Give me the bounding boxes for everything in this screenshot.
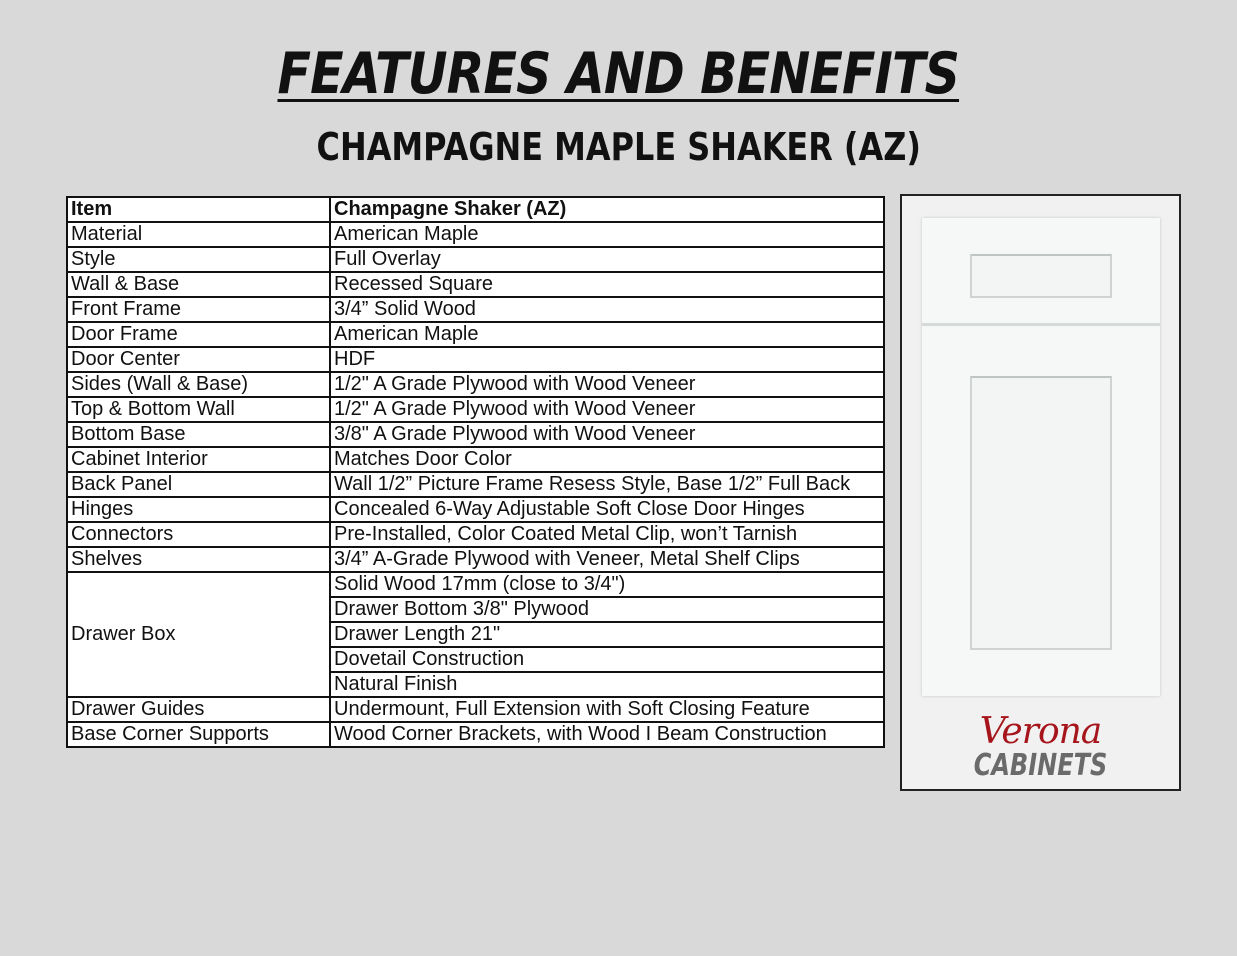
table-row <box>67 572 884 597</box>
cabinet-door-image <box>922 218 1160 696</box>
table-row <box>67 522 884 547</box>
value-cell: 3/4” Solid Wood <box>330 297 884 322</box>
value-cell: 3/4” A-Grade Plywood with Veneer, Metal Shelf Clips <box>330 547 884 572</box>
item-cell: Back Panel <box>67 472 330 497</box>
drawer-front <box>922 218 1160 326</box>
value-cell: Full Overlay <box>330 247 884 272</box>
value-cell: 3/8" A Grade Plywood with Wood Veneer <box>330 422 884 447</box>
item-cell: Cabinet Interior <box>67 447 330 472</box>
value-cell: American Maple <box>330 222 884 247</box>
door-recessed-panel <box>970 376 1112 650</box>
features-table-body <box>67 197 884 747</box>
item-cell: Wall & Base <box>67 272 330 297</box>
item-cell: Door Center <box>67 347 330 372</box>
value-cell: American Maple <box>330 322 884 347</box>
table-row <box>67 347 884 372</box>
table-row <box>67 372 884 397</box>
product-image-panel <box>900 194 1181 791</box>
value-cell: Matches Door Color <box>330 447 884 472</box>
table-header-row <box>67 197 884 222</box>
value-cell: Solid Wood 17mm (close to 3/4") <box>330 572 884 597</box>
table-row <box>67 247 884 272</box>
table-row <box>67 472 884 497</box>
logo-word-text: CABINETS <box>973 748 1108 783</box>
item-cell: Drawer Guides <box>67 697 330 722</box>
page-subtitle-text: CHAMPAGNE MAPLE SHAKER (AZ) <box>316 125 921 169</box>
table-row <box>67 222 884 247</box>
item-cell: Hinges <box>67 497 330 522</box>
table-row <box>67 297 884 322</box>
features-table <box>66 196 885 748</box>
brand-logo <box>902 711 1179 783</box>
value-cell: Recessed Square <box>330 272 884 297</box>
value-cell: Wall 1/2” Picture Frame Resess Style, Base 1/2” Full Back <box>330 472 884 497</box>
item-cell: Connectors <box>67 522 330 547</box>
page-subtitle <box>0 122 1237 172</box>
drawer-recessed-panel <box>970 254 1112 298</box>
value-cell: Concealed 6-Way Adjustable Soft Close Door Hinges <box>330 497 884 522</box>
item-cell: Front Frame <box>67 297 330 322</box>
page-title-text: FEATURES AND BENEFITS <box>277 41 960 107</box>
value-cell: Undermount, Full Extension with Soft Closing Feature <box>330 697 884 722</box>
value-cell: Dovetail Construction <box>330 647 884 672</box>
table-row <box>67 322 884 347</box>
table-row <box>67 272 884 297</box>
value-cell: HDF <box>330 347 884 372</box>
item-cell: Top & Bottom Wall <box>67 397 330 422</box>
value-cell: Wood Corner Brackets, with Wood I Beam Construction <box>330 722 884 747</box>
value-cell: Drawer Length 21" <box>330 622 884 647</box>
table-row <box>67 497 884 522</box>
value-cell: Drawer Bottom 3/8" Plywood <box>330 597 884 622</box>
item-cell: Style <box>67 247 330 272</box>
table-row <box>67 722 884 747</box>
item-cell: Shelves <box>67 547 330 572</box>
item-cell: Bottom Base <box>67 422 330 447</box>
item-cell: Base Corner Supports <box>67 722 330 747</box>
table-row <box>67 447 884 472</box>
table-row <box>67 422 884 447</box>
value-cell: Pre-Installed, Color Coated Metal Clip, won’t Tarnish <box>330 522 884 547</box>
page-title <box>0 38 1237 110</box>
table-row <box>67 397 884 422</box>
item-cell: Door Frame <box>67 322 330 347</box>
item-cell-drawer-box: Drawer Box <box>67 572 330 697</box>
item-cell: Sides (Wall & Base) <box>67 372 330 397</box>
value-cell: 1/2" A Grade Plywood with Wood Veneer <box>330 397 884 422</box>
item-cell: Material <box>67 222 330 247</box>
value-cell: Natural Finish <box>330 672 884 697</box>
header-cell-item: Item <box>67 197 330 222</box>
table-row <box>67 697 884 722</box>
logo-script-text: Verona <box>979 711 1102 752</box>
header-cell-product: Champagne Shaker (AZ) <box>330 197 884 222</box>
value-cell: 1/2" A Grade Plywood with Wood Veneer <box>330 372 884 397</box>
table-row <box>67 547 884 572</box>
